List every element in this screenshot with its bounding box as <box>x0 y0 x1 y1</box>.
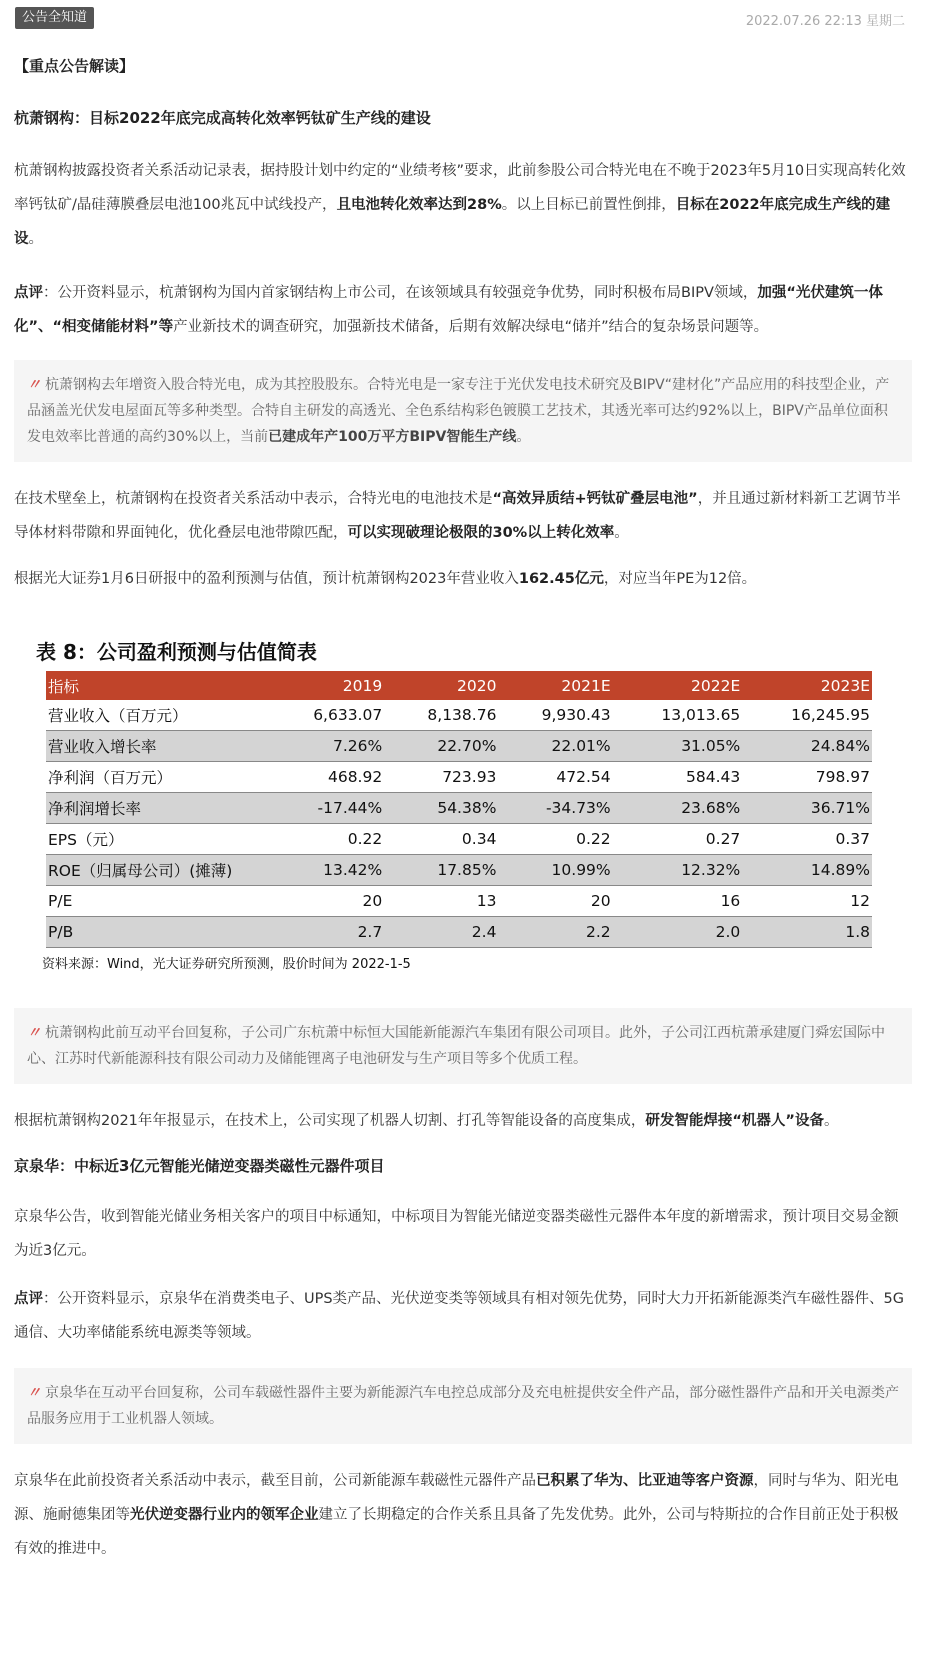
table-title: 表 8：公司盈利预测与估值简表 <box>36 640 317 664</box>
text-segment: 京泉华在互动平台回复称，公司车载磁性器件主要为新能源汽车电控总成部分及充电桩提供安全件产品，部分磁性器件产品和开关电源类产品服务应用于工业机器人领域。 <box>27 1385 899 1427</box>
quote-icon: 〃 <box>27 377 41 393</box>
paragraph-jqh-announcement: 京泉华公告，收到智能光储业务相关客户的项目中标通知，中标项目为智能光储逆变器类磁性元器件本年度的新增需求，预计项目交易金额为近3亿元。 <box>14 1209 899 1259</box>
bold-segment: 已积累了华为、比亚迪等客户资源 <box>536 1473 754 1489</box>
table-row <box>46 762 872 793</box>
text-segment: 京泉华在此前投资者关系活动中表示，截至目前，公司新能源车载磁性元器件产品 <box>14 1473 536 1489</box>
table-cell: 13.42% <box>270 855 384 886</box>
table-cell: 472.54 <box>498 762 612 793</box>
paragraph-jqh-comment <box>14 1282 912 1350</box>
text-segment: 。 <box>28 231 43 247</box>
table-cell: 22.01% <box>498 731 612 762</box>
bold-segment: 加强“光伏建筑一体化”、“相变储能材料”等 <box>14 285 883 335</box>
text-segment: ，同时与华为、阳光电源、施耐德集团等 <box>14 1473 899 1523</box>
table-cell: 36.71% <box>742 793 872 824</box>
text-segment: 。 <box>823 1113 839 1129</box>
paragraph-jqh-customers <box>14 1464 912 1566</box>
table-cell: -34.73% <box>498 793 612 824</box>
quote-icon: 〃 <box>27 1025 41 1041</box>
table-cell: 17.85% <box>384 855 498 886</box>
text-segment: 。 <box>516 429 531 445</box>
text-segment: 建立了长期稳定的合作关系且具备了先发优势。此外，公司与特斯拉的合作目前正处于积极有效的推进中。 <box>14 1507 899 1557</box>
bold-segment: 且电池转化效率达到28% <box>336 197 502 213</box>
table-cell: 16,245.95 <box>742 700 872 731</box>
table-row-label: 净利润（百万元） <box>46 762 270 793</box>
paragraph-annual-report <box>14 1104 912 1138</box>
text-segment: 杭萧钢构去年增资入股合特光电，成为其控股股东。合特光电是一家专注于光伏发电技术研究及BIPV“建材化”产品应用的科技型企业，产品涵盖光伏发电屋面瓦等多种类型。合特自主研发的高透光、全色系结构彩色镀膜工艺技术，其透光率可达约92%以上，BIPV产品单位面积发电效率比普通的高约30%以上，当前 <box>27 377 890 445</box>
table-cell: 2.0 <box>613 917 743 948</box>
section-title: 【重点公告解读】 <box>14 57 135 75</box>
table-cell: 23.68% <box>613 793 743 824</box>
table-cell: 2.4 <box>384 917 498 948</box>
table-cell: 723.93 <box>384 762 498 793</box>
table-source: 资料来源：Wind，光大证券研究所预测，股价时间为 2022-1-5 <box>42 957 411 972</box>
bold-segment: 研发智能焊接“机器人”设备 <box>645 1113 824 1129</box>
table-header-cell: 指标 <box>46 671 270 700</box>
table-cell: 8,138.76 <box>384 700 498 731</box>
table-cell: -17.44% <box>270 793 384 824</box>
text-segment: 。以上目标已前置性倒排， <box>501 197 676 213</box>
table-row-label: P/B <box>46 917 270 948</box>
table-cell: 0.34 <box>384 824 498 855</box>
table-row <box>46 793 872 824</box>
text-segment: 根据光大证券1月6日研报中的盈利预测与估值，预计杭萧钢构2023年营业收入 <box>14 571 519 587</box>
quote-block <box>14 1368 912 1444</box>
text-segment: ：公开资料显示，京泉华在消费类电子、UPS类产品、光伏逆变类等领域具有相对领先优势，同时大力开拓新能源类汽车磁性器件、5G通信、大功率储能系统电源类等领域。 <box>14 1291 905 1341</box>
table-row <box>46 731 872 762</box>
quote-block <box>14 1008 912 1084</box>
bold-segment: 光伏逆变器行业内的领军企业 <box>130 1507 319 1523</box>
table-header-cell: 2020 <box>384 671 498 700</box>
table-row <box>46 700 872 731</box>
text-segment: ：公开资料显示，杭萧钢构为国内首家钢结构上市公司，在该领域具有较强竞争优势，同时积极布局BIPV领域， <box>43 285 758 301</box>
table-row-label: 营业收入（百万元） <box>46 700 270 731</box>
table-cell: 9,930.43 <box>498 700 612 731</box>
table-cell: 6,633.07 <box>270 700 384 731</box>
table-cell: 2.7 <box>270 917 384 948</box>
text-segment: ，并且通过新材料新工艺调节半导体材料带隙和界面钝化，优化叠层电池带隙匹配， <box>14 491 901 541</box>
table-cell: 584.43 <box>613 762 743 793</box>
table-cell: 20 <box>270 886 384 917</box>
table-cell: 20 <box>498 886 612 917</box>
table-header-cell: 2019 <box>270 671 384 700</box>
table-row-label: P/E <box>46 886 270 917</box>
table-cell: 7.26% <box>270 731 384 762</box>
comment-label: 点评 <box>14 285 43 301</box>
text-segment: ，对应当年PE为12倍。 <box>603 571 757 587</box>
table-cell: 10.99% <box>498 855 612 886</box>
table-cell: 13 <box>384 886 498 917</box>
table-cell: 31.05% <box>613 731 743 762</box>
table-row <box>46 824 872 855</box>
paragraph-comment <box>14 276 912 344</box>
bold-segment: “高效异质结+钙钛矿叠层电池” <box>492 491 698 507</box>
text-segment: 根据杭萧钢构2021年年报显示，在技术上，公司实现了机器人切割、打孔等智能设备的高度集成， <box>14 1113 646 1129</box>
table-cell: 16 <box>613 886 743 917</box>
table-row-label: 净利润增长率 <box>46 793 270 824</box>
text-segment: 。 <box>614 525 629 541</box>
comment-label: 点评 <box>14 1291 43 1307</box>
table-cell: 2.2 <box>498 917 612 948</box>
table-cell: 1.8 <box>742 917 872 948</box>
article-content <box>14 52 912 1578</box>
text-segment: 杭萧钢构此前互动平台回复称，子公司广东杭萧中标恒大国能新能源汽车集团有限公司项目。此外，子公司江西杭萧承建厦门舜宏国际中心、江苏时代新能源科技有限公司动力及储能锂离子电池研发与生产项目等多个优质工程。 <box>27 1025 885 1067</box>
table-cell: 24.84% <box>742 731 872 762</box>
table-cell: 12.32% <box>613 855 743 886</box>
item-title-jingquanhua: 京泉华：中标近3亿元智能光储逆变器类磁性元器件项目 <box>14 1157 385 1175</box>
text-segment: 产业新技术的调查研究，加强新技术储备，后期有效解决绿电“储并”结合的复杂场景问题等。 <box>173 319 769 335</box>
table-cell: 798.97 <box>742 762 872 793</box>
table-header-cell: 2022E <box>613 671 743 700</box>
table-header-cell: 2021E <box>498 671 612 700</box>
table-cell: 22.70% <box>384 731 498 762</box>
table-cell: 14.89% <box>742 855 872 886</box>
table-header-cell: 2023E <box>742 671 872 700</box>
category-tag[interactable]: 公告全知道 <box>15 7 94 29</box>
paragraph-forecast <box>14 562 912 596</box>
table-cell: 468.92 <box>270 762 384 793</box>
table-cell: 13,013.65 <box>613 700 743 731</box>
table-cell: 0.22 <box>498 824 612 855</box>
bold-segment: 162.45亿元 <box>518 571 604 587</box>
item-title-hangxiao: 杭萧钢构：目标2022年底完成高转化效率钙钛矿生产线的建设 <box>14 109 431 127</box>
table-row <box>46 886 872 917</box>
text-segment: 在技术壁垒上，杭萧钢构在投资者关系活动中表示，合特光电的电池技术是 <box>14 491 493 507</box>
table-cell: 0.22 <box>270 824 384 855</box>
quote-block <box>14 360 912 462</box>
table-cell: 12 <box>742 886 872 917</box>
table-row-label: EPS（元） <box>46 824 270 855</box>
text-segment: 杭萧钢构披露投资者关系活动记录表，据持股计划中约定的“业绩考核”要求，此前参股公司合特光电在不晚于2023年5月10日实现高转化效率钙钛矿/晶硅薄膜叠层电池100兆瓦中试线投产， <box>14 163 906 213</box>
publish-datetime: 2022.07.26 22:13 星期二 <box>745 14 905 29</box>
table-row <box>46 855 872 886</box>
table-cell: 54.38% <box>384 793 498 824</box>
paragraph-disclosure <box>14 154 912 256</box>
table-cell: 0.27 <box>613 824 743 855</box>
forecast-table-figure <box>36 636 886 972</box>
table-row-label: ROE（归属母公司）(摊薄) <box>46 855 270 886</box>
quote-icon: 〃 <box>27 1385 41 1401</box>
table-row <box>46 917 872 948</box>
bold-segment: 已建成年产100万平方BIPV智能生产线 <box>268 429 517 445</box>
paragraph-tech <box>14 482 912 550</box>
table-cell: 0.37 <box>742 824 872 855</box>
forecast-table <box>46 671 872 948</box>
bold-segment: 目标在2022年底完成生产线的建设 <box>14 197 891 247</box>
bold-segment: 可以实现破理论极限的30%以上转化效率 <box>347 525 615 541</box>
table-row-label: 营业收入增长率 <box>46 731 270 762</box>
table-header-row <box>46 671 872 700</box>
